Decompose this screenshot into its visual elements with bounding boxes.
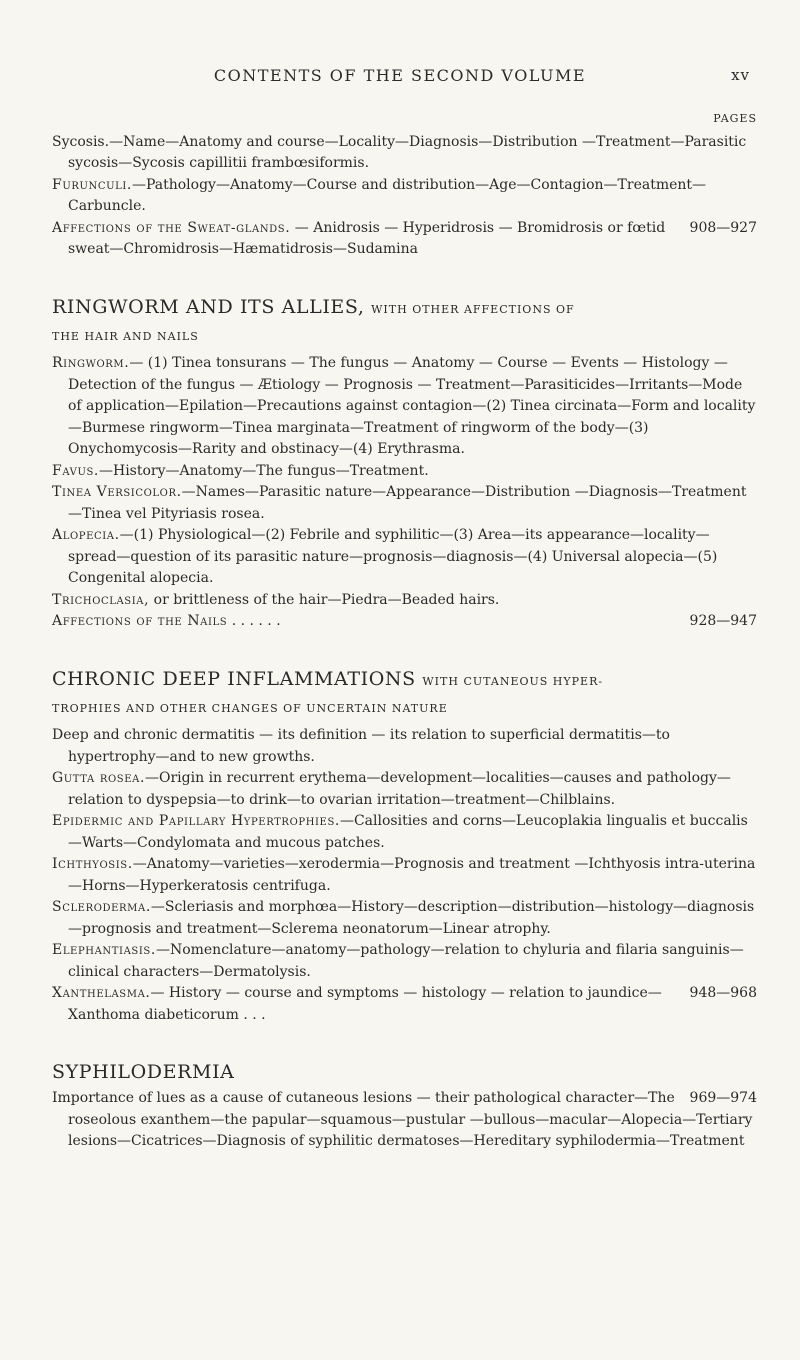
entry-lead: Trichoclasia, — [52, 591, 150, 608]
toc-entry — [52, 768, 757, 811]
section-subtitle: WITH CUTANEOUS HYPER- — [422, 674, 604, 688]
section-ringworm — [52, 295, 757, 633]
page-range: 948—968 — [689, 985, 757, 1001]
toc-entry — [52, 811, 757, 854]
entry-text: —History—Anatomy—The fungus—Treatment. — [99, 462, 429, 479]
toc-entry — [52, 482, 757, 525]
entry-lead: Gutta rosea. — [52, 770, 146, 786]
entry-lead: Epidermic and Papillary Hypertrophies. — [52, 813, 340, 829]
entry-lead: Affections of the Sweat-glands. — [52, 219, 291, 236]
entry-lead: Ichthyosis. — [52, 856, 133, 872]
entry-text: — History — course and symptoms — histology — relation to jaundice—Xanthoma diabeticorum . . . — [68, 985, 662, 1023]
section-subtitle-cont: THE HAIR AND NAILS — [52, 329, 199, 343]
entry-lead: Ringworm. — [52, 355, 130, 371]
entry-lead: Favus. — [52, 462, 99, 479]
entry-text: —Anatomy—varieties—xerodermia—Prognosis and treatment —Ichthyosis intra-uterina—Horns—Hyperkeratosis centrifuga. — [68, 856, 756, 894]
toc-entry — [52, 854, 757, 897]
entry-lead: Xanthelasma. — [52, 985, 151, 1001]
toc-entry — [52, 611, 757, 633]
toc-entry — [52, 525, 757, 590]
toc-entry — [52, 897, 757, 940]
contents-body — [52, 108, 757, 1153]
section-syphilodermia — [52, 1060, 757, 1153]
toc-entry — [52, 175, 757, 218]
entry-text: —Names—Parasitic nature—Appearance—Distribution —Diagnosis—Treatment—Tinea vel Pityriasis rosea. — [68, 484, 747, 522]
entry-lead: Furunculi. — [52, 176, 132, 193]
entry-lead: Scleroderma. — [52, 899, 151, 915]
toc-entry — [52, 353, 757, 461]
entry-lead: Alopecia. — [52, 527, 120, 543]
entry-text: —Nomenclature—anatomy—pathology—relation to chyluria and filaria sanguinis—clinical characters—Dermatolysis. — [68, 942, 744, 980]
section-chronic-deep-inflammations — [52, 667, 757, 1027]
page-range: 969—974 — [689, 1090, 757, 1106]
entry-lead: Affections of the Nails — [52, 613, 228, 629]
toc-entry — [52, 983, 757, 1026]
entry-text: — (1) Tinea tonsurans — The fungus — Anatomy — Course — Events — Histology — Detection of the fungus — Ætiology — Prognosis — Treatment—Parasiticides—Irritants—Mode of application—Epilation—Precautions against contagion—(2) Tinea circinata—Form and locality—Burmese ringworm—Tinea marginata—Treatment of ringworm of the body—(3) Onychomycosis—Rarity and obstinacy—(4) Erythrasma. — [68, 355, 756, 457]
entry-text: —(1) Physiological—(2) Febrile and syphilitic—(3) Area—its appearance—locality—spread—question of its parasitic nature—prognosis—diagnosis—(4) Universal alopecia—(5) Congenital alopecia. — [68, 527, 718, 586]
toc-entry — [52, 132, 757, 175]
intro-block — [52, 132, 757, 261]
toc-entry — [52, 940, 757, 983]
section-title: CHRONIC DEEP INFLAMMATIONS — [52, 667, 416, 690]
section-title: RINGWORM AND ITS ALLIES, — [52, 295, 365, 318]
section-title: SYPHILODERMIA — [52, 1061, 235, 1083]
entry-text: Deep and chronic dermatitis — its definition — its relation to superficial dermatitis—to hypertrophy—and to new growths. — [52, 727, 670, 765]
entry-lead: Tinea Versicolor. — [52, 484, 182, 500]
toc-entry — [52, 725, 757, 768]
section-subtitle: WITH OTHER AFFECTIONS OF — [371, 302, 575, 316]
page-number: xv — [731, 66, 750, 84]
entry-text: or brittleness of the hair—Piedra—Beaded hairs. — [149, 591, 500, 608]
entry-text: —Scleriasis and morphœa—History—description—distribution—histology—diagnosis—prognosis and treatment—Sclerema neonatorum—Linear atrophy. — [68, 899, 755, 937]
entry-text: . . . . . . — [227, 613, 281, 629]
entry-lead: Elephantiasis. — [52, 942, 156, 958]
entry-text: — Anidrosis — Hyperidrosis — Bromidrosis or fœtid sweat—Chromidrosis—Hæmatidrosis—Sudamina — [68, 219, 666, 257]
section-subtitle-cont: TROPHIES AND OTHER CHANGES OF UNCERTAIN NATURE — [52, 701, 448, 715]
page-range: 908—927 — [689, 219, 757, 236]
entry-text: Importance of lues as a cause of cutaneous lesions — their pathological character—The roseolous exanthem—the papular—squamous—pustular —bullous—macular—Alopecia—Tertiary lesions—Cicatrices—Diagnosis of syphilitic dermatoses—Hereditary syphilodermia—Treatment — [52, 1090, 753, 1149]
toc-entry — [52, 590, 757, 612]
entry-text: Sycosis.—Name—Anatomy and course—Locality—Diagnosis—Distribution —Treatment—Parasitic sycosis—Sycosis capillitii frambœsiformis. — [52, 133, 747, 171]
section-heading — [52, 667, 757, 694]
entry-text: —Origin in recurrent erythema—development—localities—causes and pathology—relation to dyspepsia—to drink—to ovarian irritation—treatment—Chilblains. — [68, 770, 731, 808]
toc-entry — [52, 218, 757, 261]
pages-column-label: PAGES — [713, 112, 757, 125]
page-range: 928—947 — [689, 613, 757, 629]
entry-text: —Callosities and corns—Leucoplakia lingualis et buccalis—Warts—Condylomata and mucous patches. — [68, 813, 748, 851]
section-heading — [52, 295, 757, 322]
running-title: CONTENTS OF THE SECOND VOLUME — [213, 66, 587, 85]
toc-entry — [52, 461, 757, 483]
entry-text: —Pathology—Anatomy—Course and distribution—Age—Contagion—Treatment—Carbuncle. — [68, 176, 707, 214]
section-heading — [52, 1060, 757, 1084]
toc-entry — [52, 1088, 757, 1153]
